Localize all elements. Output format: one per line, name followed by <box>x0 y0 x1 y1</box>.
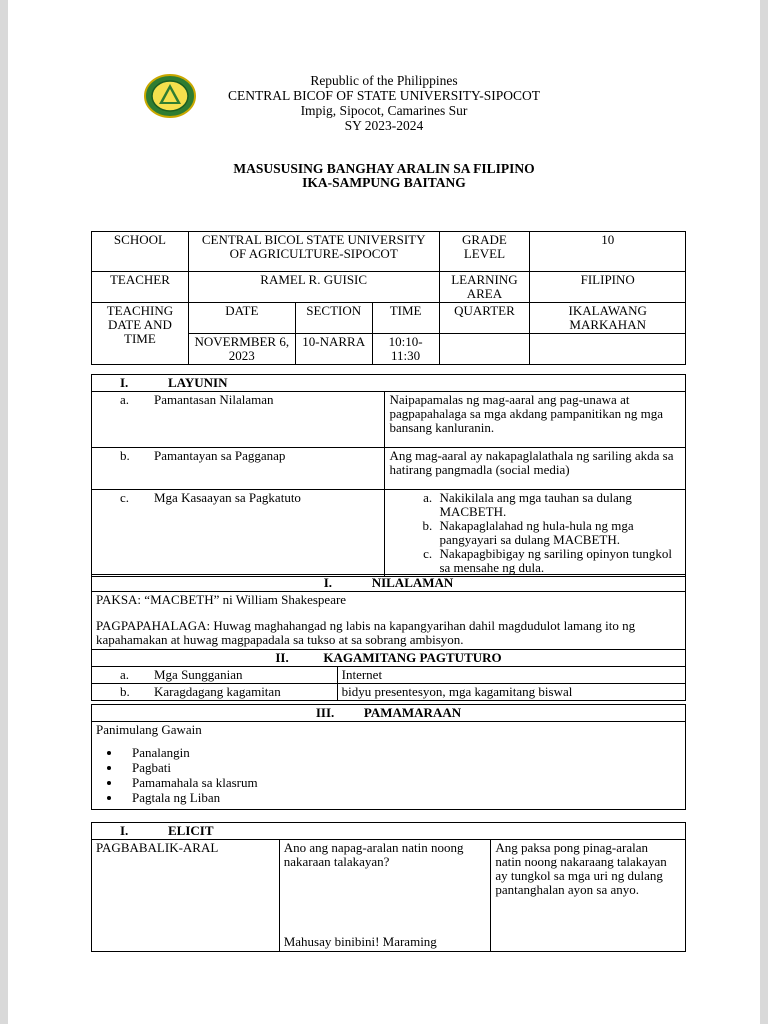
competency-item: a. Nakikilala ang mga tauhan sa dulang MACBETH. <box>435 491 681 519</box>
layunin-row-label <box>92 392 385 448</box>
teacher-label: TEACHER <box>92 272 189 303</box>
activity-item: • Panalangin <box>122 745 681 760</box>
date-value: NOVERMBER 6, 2023 <box>188 334 295 365</box>
panimulang-gawain-label: Panimulang Gawain <box>96 722 202 737</box>
teacher-question-cell <box>279 840 491 952</box>
row-letter: b. <box>120 448 130 463</box>
student-answer: Ang paksa pong pinag-aralan natin noong nakaraang talakayan ay tungkol sa mga uri ng dulang pantanghalan ayon sa anyo. <box>491 840 686 952</box>
kagamitan-row-value: Internet <box>337 667 685 684</box>
kagamitan-number: II. <box>275 650 289 665</box>
row-letter: c. <box>120 490 130 505</box>
row-label: Mga Kasaayan sa Pagkatuto <box>154 490 301 505</box>
teaching-date-label: TEACHING DATE AND TIME <box>92 303 189 365</box>
school-label: SCHOOL <box>92 232 189 272</box>
elicit-title: ELICIT <box>168 823 214 838</box>
date-label: DATE <box>188 303 295 334</box>
elicit-table <box>91 822 686 952</box>
teacher-question: Ano ang napag-aralan natin noong nakaraan talakayan? <box>283 840 464 869</box>
layunin-row-value: Ang mag-aaral ay nakapaglalathala ng sariling akda sa hatirang pangmadla (social media) <box>385 448 686 490</box>
pagbabalik-aral-label: PAGBABALIK-ARAL <box>92 840 280 952</box>
layunin-row-value: Naipapamalas ng mag-aaral ang pag-unawa at pagpapahalaga sa mga akdang pampanitikan ng mga bansang kanluranin. <box>385 392 686 448</box>
competency-list <box>389 491 681 575</box>
row-letter: a. <box>120 392 130 407</box>
elicit-heading <box>92 823 686 840</box>
nilalaman-content <box>92 592 686 650</box>
kagamitan-row-label <box>92 684 338 701</box>
teacher-praise: Mahusay binibini! Maraming <box>283 934 437 949</box>
pagpapahalaga-text: PAGPAPAHALAGA: Huwag maghahangad ng labis na kapangyarihan dahil magdudulot lamang ito ng kapahamakan at huwag magpapadala sa tukso at sa sobrang ambisyon. <box>96 618 636 647</box>
competencies-cell <box>385 490 686 577</box>
grade-label: GRADE LEVEL <box>439 232 530 272</box>
row-letter: a. <box>120 667 130 682</box>
row-label: Karagdagang kagamitan <box>154 684 281 699</box>
layunin-row-label <box>92 490 385 577</box>
pamamaraan-table <box>91 704 686 810</box>
learning-area-value: FILIPINO <box>530 272 686 303</box>
quarter-empty-cell <box>439 334 530 365</box>
quarter-label: QUARTER <box>439 303 530 334</box>
section-value: 10-NARRA <box>295 334 372 365</box>
kagamitan-heading <box>92 650 686 667</box>
time-value: 10:10-11:30 <box>372 334 439 365</box>
learning-area-label: LEARNING AREA <box>439 272 530 303</box>
activity-item: • Pamamahala sa klasrum <box>122 775 681 790</box>
kagamitan-title: KAGAMITANG PAGTUTURO <box>323 650 502 665</box>
header-school-year: SY 2023-2024 <box>344 118 424 133</box>
row-label: Pamantayan sa Pagganap <box>154 448 286 463</box>
teacher-value: RAMEL R. GUISIC <box>188 272 439 303</box>
layunin-table <box>91 374 686 577</box>
nilalaman-number: I. <box>323 575 332 590</box>
pamamaraan-heading <box>92 705 686 722</box>
activity-item: • Pagtala ng Liban <box>122 790 681 805</box>
layunin-number: I. <box>120 375 129 390</box>
header-republic: Republic of the Philippines <box>310 73 458 88</box>
kagamitan-row-value: bidyu presentesyon, mga kagamitang biswal <box>337 684 685 701</box>
row-letter: b. <box>120 684 130 699</box>
layunin-heading <box>92 375 686 392</box>
row-label: Mga Sungganian <box>154 667 243 682</box>
nilalaman-heading <box>92 575 686 592</box>
pamamaraan-content <box>92 722 686 810</box>
plan-subtitle: IKA-SAMPUNG BAITANG <box>302 175 466 190</box>
quarter-empty-cell-2 <box>530 334 686 365</box>
elicit-number: I. <box>120 823 129 838</box>
pamamaraan-title: PAMAMARAAN <box>363 705 462 720</box>
school-value: CENTRAL BICOL STATE UNIVERSITY OF AGRICULTURE-SIPOCOT <box>188 232 439 272</box>
paksa-text: PAKSA: “MACBETH” ni William Shakespeare <box>96 592 347 607</box>
document-page <box>8 0 760 1024</box>
activity-item: • Pagbati <box>122 760 681 775</box>
row-label: Pamantasan Nilalaman <box>154 392 274 407</box>
grade-value: 10 <box>530 232 686 272</box>
header-university: CENTRAL BICOF OF STATE UNIVERSITY-SIPOCOT <box>228 88 540 103</box>
competency-item: b. Nakapaglalahad ng hula-hula ng mga pangyayari sa dulang MACBETH. <box>435 519 681 547</box>
plan-title: MASUSUSING BANGHAY ARALIN SA FILIPINO <box>233 161 535 176</box>
quarter-value: IKALAWANG MARKAHAN <box>530 303 686 334</box>
header-address: Impig, Sipocot, Camarines Sur <box>300 103 468 118</box>
layunin-row-label <box>92 448 385 490</box>
info-table <box>91 231 686 365</box>
activity-list <box>96 745 681 805</box>
layunin-title: LAYUNIN <box>168 375 228 390</box>
nilalaman-table <box>91 574 686 701</box>
kagamitan-row-label <box>92 667 338 684</box>
pamamaraan-number: III. <box>315 705 335 720</box>
time-label: TIME <box>372 303 439 334</box>
nilalaman-title: NILALAMAN <box>371 575 454 590</box>
section-label: SECTION <box>295 303 372 334</box>
competency-item: c. Nakapagbibigay ng sariling opinyon tungkol sa mensahe ng dula. <box>435 547 681 575</box>
